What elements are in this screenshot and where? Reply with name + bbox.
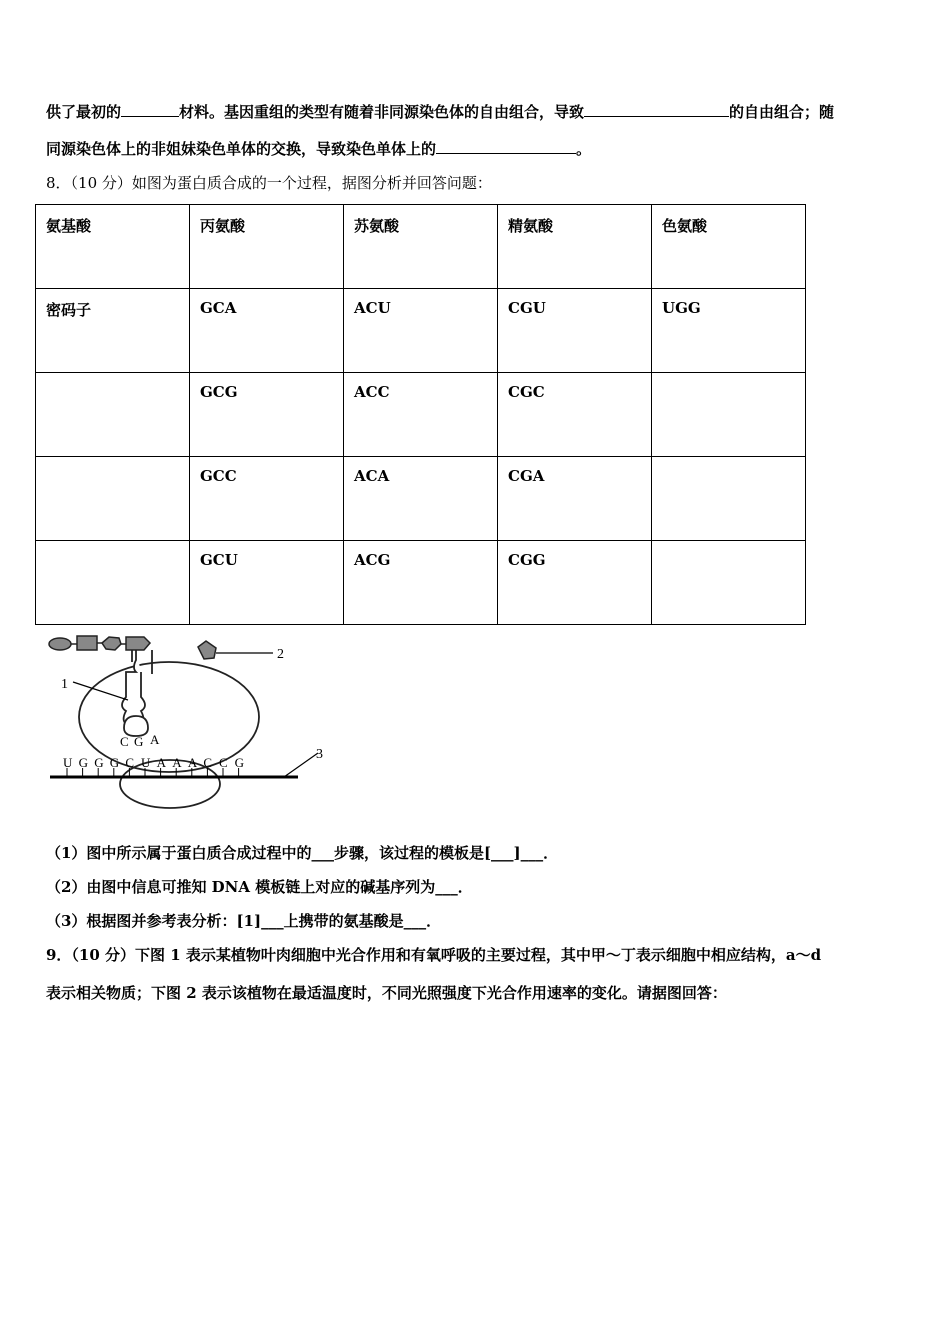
anticodon-base: G xyxy=(134,734,144,749)
table-cell: GCG xyxy=(190,373,344,457)
mrna-bases xyxy=(63,755,244,777)
label-2: 2 xyxy=(277,647,284,662)
table-row xyxy=(36,457,806,541)
q9-line-1: 9．（10 分）下图 1 表示某植物叶肉细胞中光合作用和有氧呼吸的主要过程，其中甲～丁表示细胞中相应结构，a～d xyxy=(46,946,822,964)
mrna-base: C xyxy=(219,755,228,770)
table-cell: 丙氨酸 xyxy=(190,205,344,289)
intro-text-2b: 。 xyxy=(576,140,592,158)
intro-text-2a: 同源染色体上的非姐妹染色单体的交换，导致染色单体上的 xyxy=(46,140,437,158)
table-cell: 精氨酸 xyxy=(498,205,652,289)
table-row xyxy=(36,289,806,373)
mrna-base: C xyxy=(203,755,213,770)
answer-blank[interactable] xyxy=(584,102,729,117)
mrna-base: C xyxy=(125,755,135,770)
table-row xyxy=(36,373,806,457)
q8-sub1: （1）图中所示属于蛋白质合成过程中的___步骤，该过程的模板是[___]___． xyxy=(46,844,559,862)
table-cell xyxy=(36,373,190,457)
intro-text-1a: 供了最初的 xyxy=(46,103,122,121)
table-cell: GCA xyxy=(190,289,344,373)
mrna-base: U xyxy=(63,755,73,770)
intro-line-1 xyxy=(46,102,834,122)
intro-text-1b: 材料。基因重组的类型有随着非同源染色体的自由组合，导致 xyxy=(179,103,585,121)
table-cell xyxy=(36,457,190,541)
mrna-base: U xyxy=(141,755,151,770)
mrna-base: G xyxy=(234,755,244,770)
table-cell: 色氨酸 xyxy=(652,205,806,289)
answer-blank[interactable] xyxy=(121,102,179,117)
mrna-base: G xyxy=(94,755,104,770)
label-3: 3 xyxy=(316,747,323,762)
table-cell xyxy=(36,541,190,625)
anticodon-base: C xyxy=(120,734,129,749)
table-cell: CGA xyxy=(498,457,652,541)
table-cell: GCU xyxy=(190,541,344,625)
table-cell: GCC xyxy=(190,457,344,541)
mrna-base: A xyxy=(156,755,166,770)
table-cell xyxy=(652,373,806,457)
table-row xyxy=(36,541,806,625)
table-header-row xyxy=(36,205,806,289)
mrna-base: G xyxy=(109,755,120,770)
label-1: 1 xyxy=(61,677,68,692)
table-cell: 氨基酸 xyxy=(36,205,190,289)
intro-text-1c: 的自由组合；随 xyxy=(729,103,835,121)
codon-table xyxy=(35,204,806,625)
mrna-base: G xyxy=(78,755,88,770)
answer-blank[interactable] xyxy=(436,139,576,154)
anticodon xyxy=(120,732,160,749)
table-cell: ACU xyxy=(344,289,498,373)
table-cell: CGU xyxy=(498,289,652,373)
table-cell: 密码子 xyxy=(36,289,190,373)
mrna-base: A xyxy=(187,755,198,770)
table-cell: ACA xyxy=(344,457,498,541)
table-cell: CGG xyxy=(498,541,652,625)
polypeptide-chain xyxy=(49,636,150,650)
ribosome-large-subunit xyxy=(79,662,259,772)
label-1-leader xyxy=(73,682,128,700)
table-cell xyxy=(652,457,806,541)
table-cell: 苏氨酸 xyxy=(344,205,498,289)
table-cell: CGC xyxy=(498,373,652,457)
table-cell: UGG xyxy=(652,289,806,373)
intro-line-2 xyxy=(46,139,591,159)
q9-line-2: 表示相关物质；下图 2 表示该植物在最适温度时，不同光照强度下光合作用速率的变化。请据图回答： xyxy=(46,984,727,1002)
amino-acid-2 xyxy=(198,641,284,662)
q8-sub2: （2）由图中信息可推知 DNA 模板链上对应的碱基序列为___． xyxy=(46,878,473,896)
translation-diagram xyxy=(40,632,340,817)
q8-sub3: （3）根据图并参考表分析：[1]___上携带的氨基酸是___． xyxy=(46,912,442,930)
anticodon-base: A xyxy=(150,732,160,747)
table-cell: ACG xyxy=(344,541,498,625)
table-cell xyxy=(652,541,806,625)
label-3-leader xyxy=(284,753,318,777)
table-cell: ACC xyxy=(344,373,498,457)
mrna-base: A xyxy=(172,755,182,770)
q8-stem: 8．（10 分）如图为蛋白质合成的一个过程，据图分析并回答问题： xyxy=(46,174,492,192)
